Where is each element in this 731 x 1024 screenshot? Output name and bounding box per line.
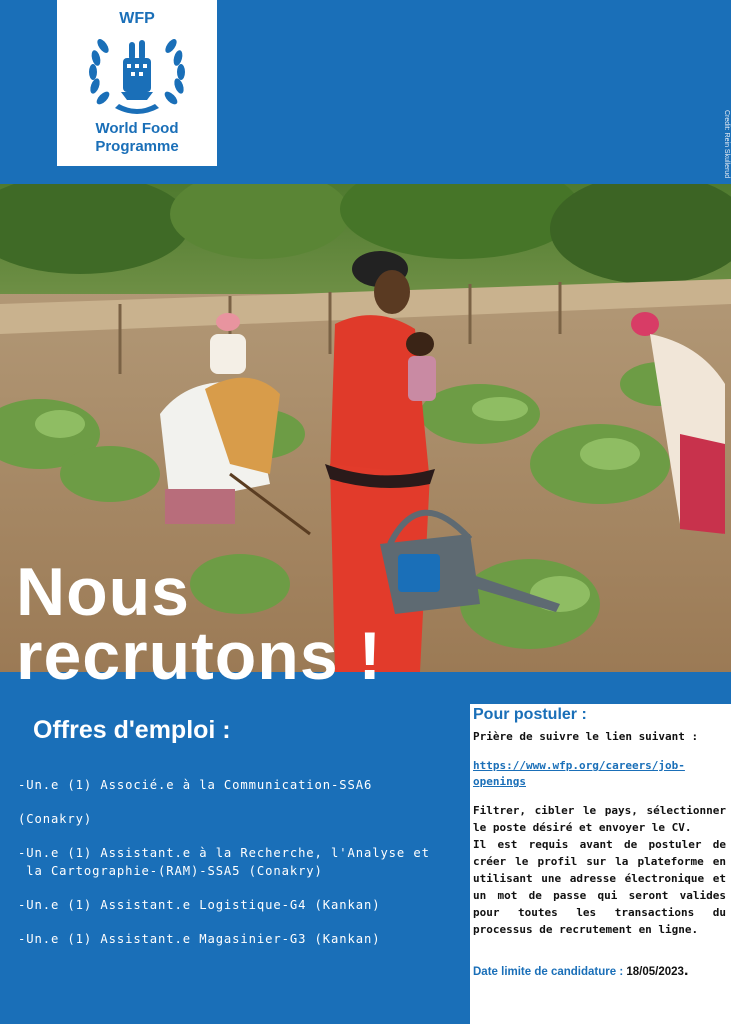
offer-line: -Un.e (1) Associé.e à la Communication-SSA6 [18, 778, 373, 792]
offer-line: -Un.e (1) Assistant.e Logistique-G4 (Kankan) [18, 898, 381, 912]
headline-line2: recrutons ! [16, 618, 383, 694]
offer-item [18, 810, 470, 828]
wfp-logo[interactable] [57, 0, 217, 166]
deadline-label: Date limite de candidature : [473, 966, 624, 978]
wfp-emblem-icon [85, 28, 189, 118]
apply-intro: Prière de suivre le lien suivant : [473, 730, 699, 743]
deadline-value: 18/05/2023 [626, 966, 684, 978]
apply-instructions [473, 802, 726, 938]
offer-item [18, 896, 470, 914]
headline-line1: Nous [16, 554, 190, 630]
offer-line: -Un.e (1) Assistant.e Magasinier-G3 (Kankan) [18, 932, 381, 946]
offers-title: Offres d'emploi : [33, 716, 231, 744]
offer-line: -Un.e (1) Assistant.e à la Recherche, l'Analyse et [18, 846, 430, 860]
apply-title: Pour postuler : [473, 706, 587, 723]
offer-line: (Conakry) [18, 812, 93, 826]
photo-credit: Credit: Rein Skullerud [723, 110, 730, 179]
offer-item [18, 776, 470, 794]
logo-name-line1: World Food [95, 120, 179, 137]
offers-list [18, 776, 470, 948]
offer-item [18, 930, 470, 948]
header-band [0, 0, 731, 184]
apply-requirements-text: Il est requis avant de postuler de créer le profil sur la plateforme en utilisant une adresse électronique et un mot de passe qui seront valides pour toutes les transactions du processus de recrutement en ligne. [473, 838, 726, 936]
deadline-suffix: . [683, 962, 689, 979]
offer-line: la Cartographie-(RAM)-SSA5 (Conakry) [18, 864, 323, 878]
careers-link[interactable]: https://www.wfp.org/careers/job-openings [473, 759, 685, 788]
logo-name [57, 120, 217, 156]
offer-item [18, 844, 470, 880]
apply-filter-text: Filtrer, cibler le pays, sélectionner le poste désiré et envoyer le CV. [473, 804, 726, 834]
headline [16, 554, 383, 694]
apply-panel [470, 704, 731, 1024]
deadline [473, 962, 731, 980]
logo-name-line2: Programme [95, 138, 179, 155]
logo-acronym: WFP [119, 10, 155, 27]
